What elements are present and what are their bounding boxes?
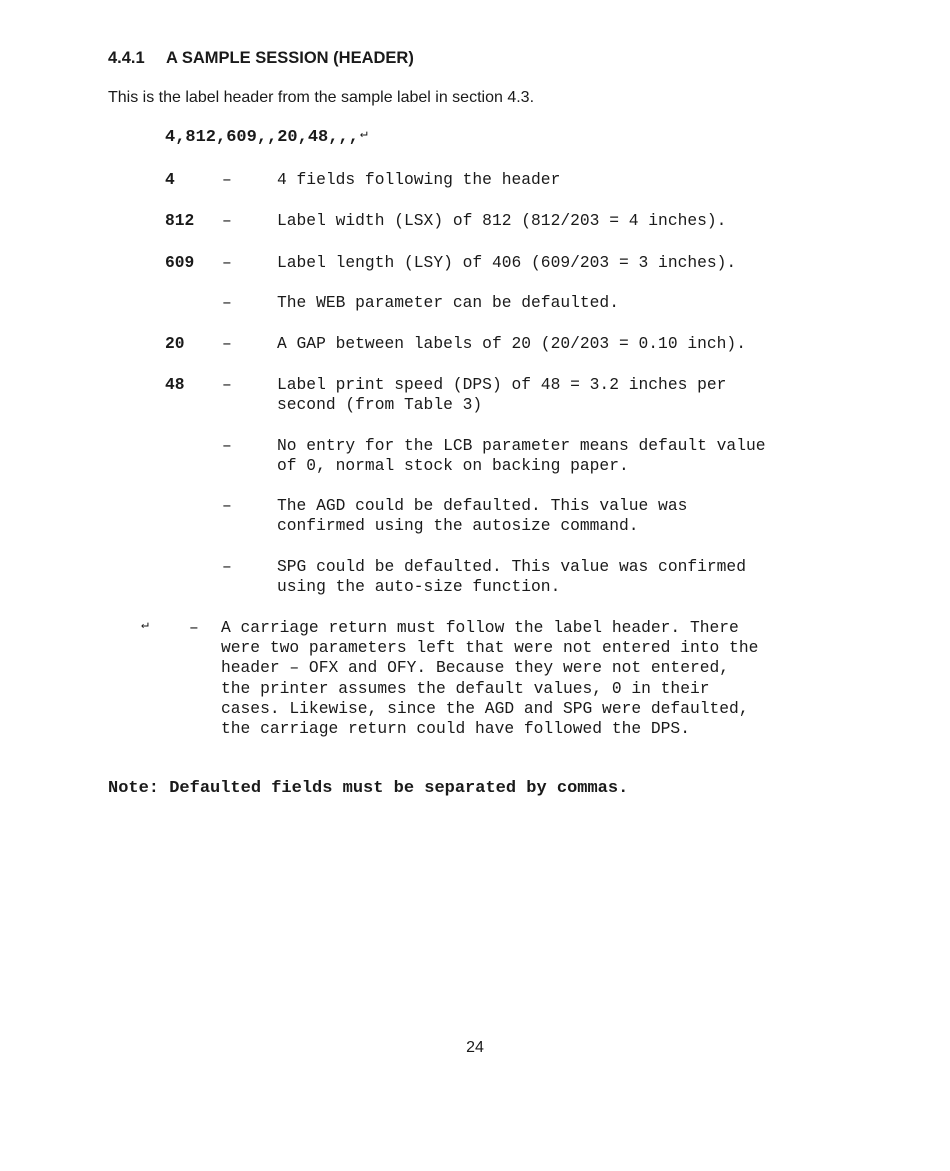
carriage-return-icon: ↵ [141,617,149,632]
field-description: 4 fields following the header [277,170,561,189]
field-dash: – [222,253,232,272]
intro-paragraph: This is the label header from the sample label in section 4.3. [108,89,535,106]
field-dash: – [222,211,232,230]
entry-dash: – [189,618,199,637]
field-description: A GAP between labels of 20 (20/203 = 0.10 inch). [277,334,746,353]
carriage-return-icon: ↵ [359,126,368,141]
field-key: 48 [165,375,185,394]
field-dash: – [222,293,232,312]
field-dash: – [222,496,232,515]
section-number: 4.4.1 [108,49,145,67]
field-description: No entry for the LCB parameter means default value of 0, normal stock on backing paper. [277,436,766,475]
field-key: 609 [165,253,195,272]
entry-description: A carriage return must follow the label header. There were two parameters left that were not entered into the header – OFX and OFY. Because they were not entered, the printer assumes the default values, 0 in their cases. Likewise, since the AGD and SPG were defaulted, the carriage return could have followed the DPS. [221,618,759,739]
field-description: Label width (LSX) of 812 (812/203 = 4 inches). [277,211,727,230]
field-key: 4 [165,170,175,189]
page-number: 24 [466,1039,484,1056]
field-dash: – [222,557,232,576]
section-title: A SAMPLE SESSION (HEADER) [166,49,414,67]
header-code-text: 4,812,609,,20,48,,, [165,128,359,147]
field-key: 20 [165,334,185,353]
field-description: The WEB parameter can be defaulted. [277,293,619,312]
field-key: 812 [165,211,195,230]
field-description: Label print speed (DPS) of 48 = 3.2 inches per second (from Table 3) [277,375,727,414]
section-heading [108,49,414,68]
field-dash: – [222,436,232,455]
field-description: Label length (LSY) of 406 (609/203 = 3 inches). [277,253,737,272]
header-code-line [165,128,368,147]
field-description: SPG could be defaulted. This value was confirmed using the auto-size function. [277,557,746,596]
field-description: The AGD could be defaulted. This value was confirmed using the autosize command. [277,496,688,535]
field-dash: – [222,334,232,353]
field-dash: – [222,170,232,189]
field-dash: – [222,375,232,394]
note: Note: Defaulted fields must be separated by commas. [108,779,629,798]
